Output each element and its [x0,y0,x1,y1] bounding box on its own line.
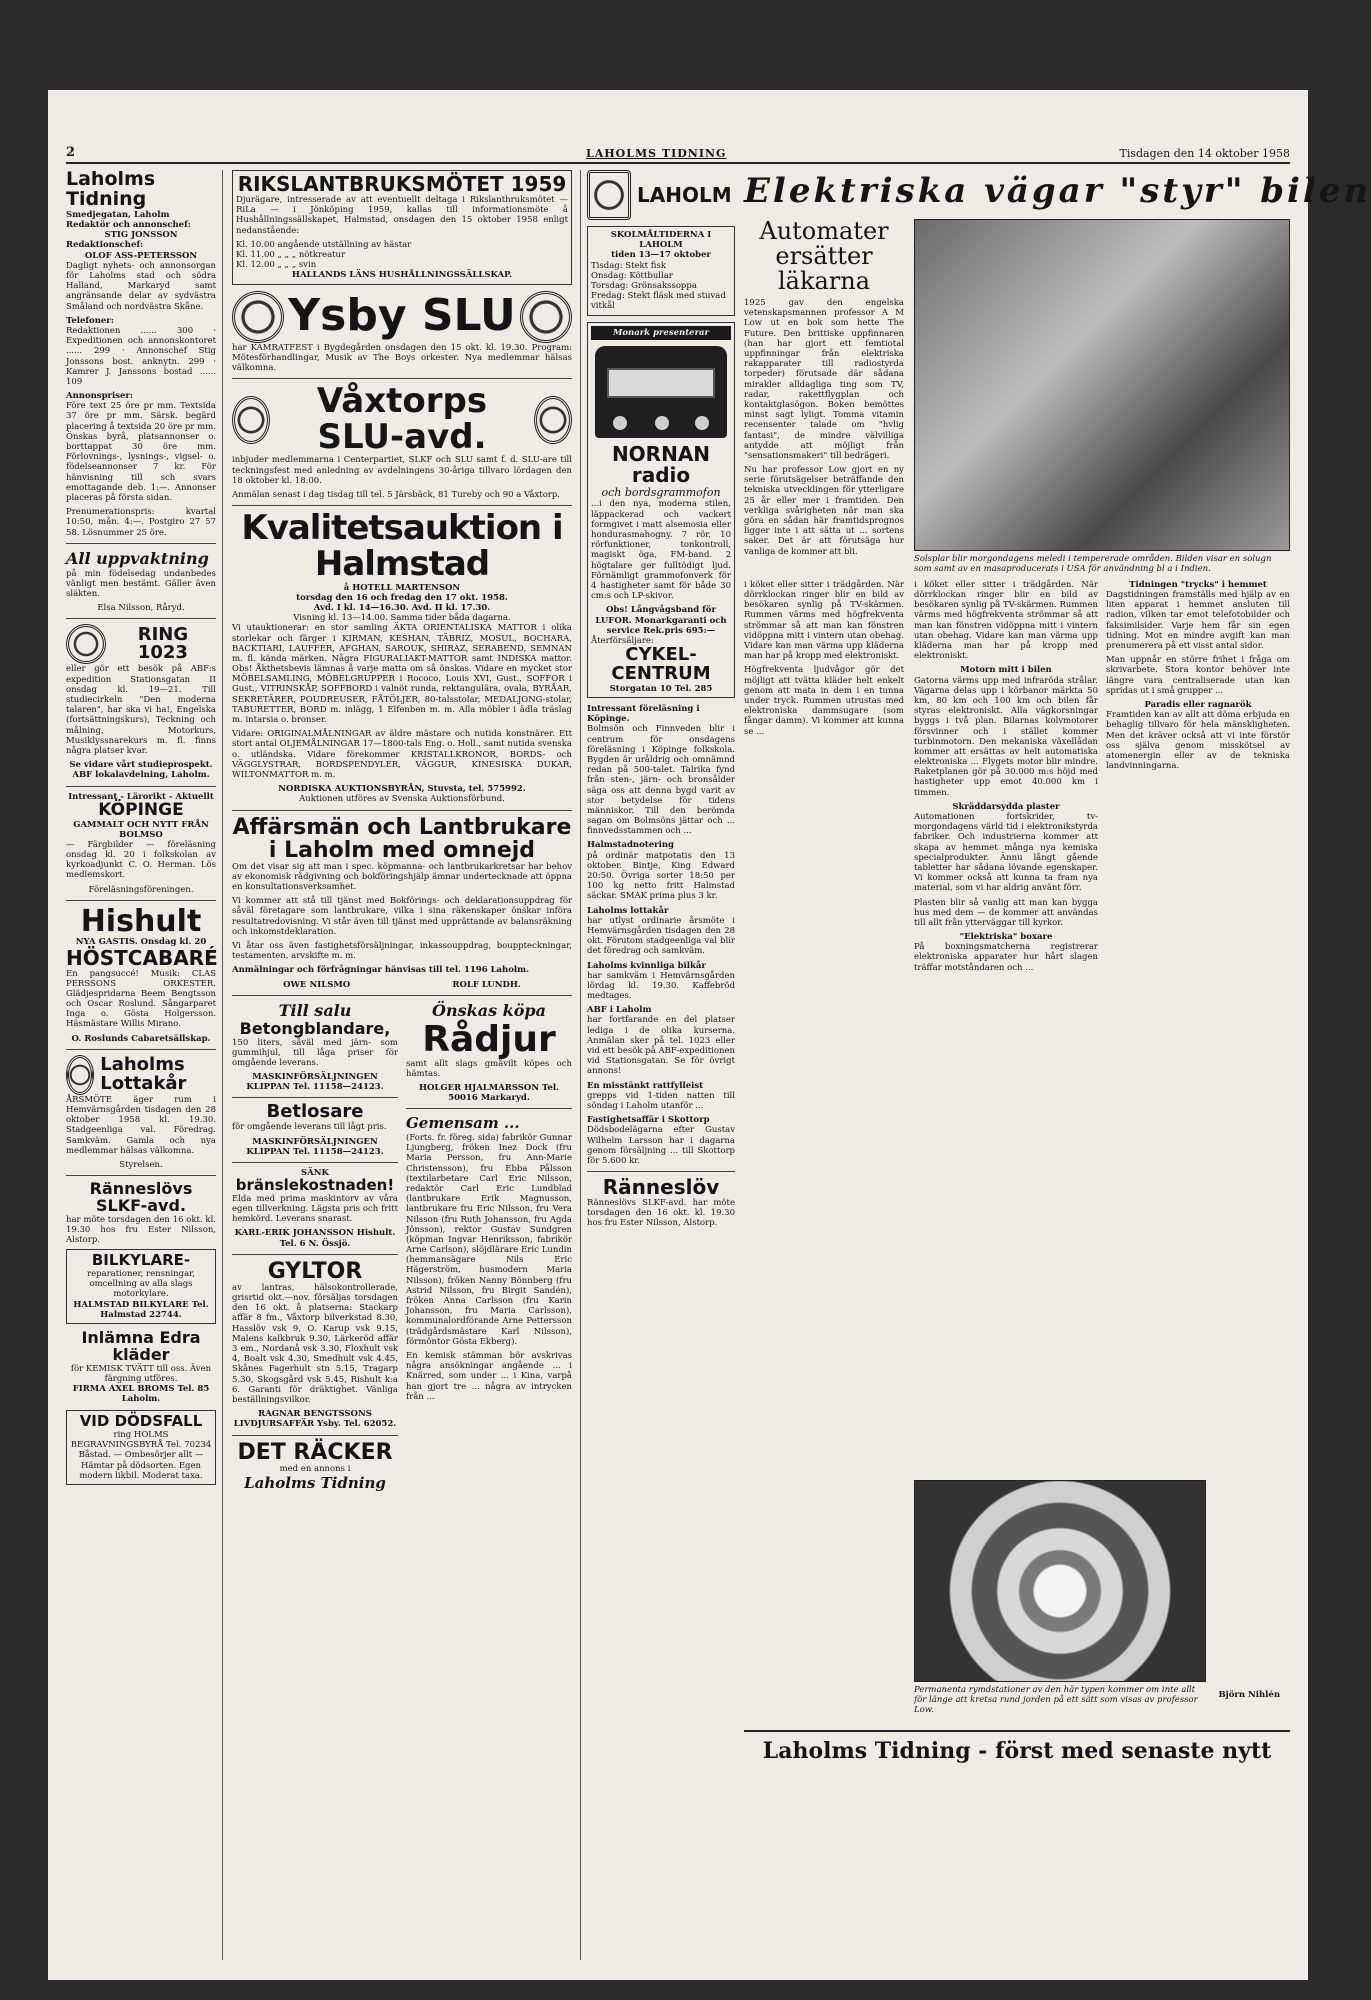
rann2-text: Rännеslövs SLKF-avd. har möte torsdagen den 16 okt. kl. 19.30 hos fru Ester Nilsson, Alstorp. [587,1198,735,1229]
riks-schedule-3: Kl. 12.00 „ „ „ svin [236,260,317,271]
halm-text: på ordinär matpotatis den 13 oktober. Bintje, King Edward 20:50. Övriga sorter 18:50 per 100 kg netto fritt Halmstad säckar. SMAK prima plus 3 kr. [587,850,735,902]
kval-times: Avd. I kl. 14—16.30. Avd. II kl. 17.30. [313,602,491,613]
nornan-sub: och bordsgrammofon [601,485,721,499]
kopinge-title: KÖPINGE [98,799,184,820]
salu-item: Betongblandare, [239,1018,391,1038]
lotta2-text: har utlyst ordinarie årsmöte i Hemvärnsgården tisdagen den 28 okt. Förutom stadgeenliga val blir det föredrag och samkväm. [587,915,735,957]
sank-text: Elda med prima maskintorv av våra egen tillverkning. Lägsta pris och fritt hemkörd. Leverans snarast. [232,1193,398,1225]
masthead: LAHOLMS TIDNING [586,147,727,160]
aff-text: Om det visar sig att man i spec. köpmanna- och lantbrukarkretsar har behov av ekonomisk rådgivning och bokföringshjälp ämnar undertecknade att öppna en konsultationsverksamhet. [232,861,572,893]
tidn-title: Tidningen "trycks" i hemmet [1129,579,1267,590]
betong-firm: MASKINFÖRSÄLJNINGEN KLIPPAN Tel. 11158—24123. [246,1136,384,1157]
kval-sign2: Auktionen utföres av Svenska Auktionsförbund. [299,794,505,805]
paper-title: Laholms Tidning [66,168,156,210]
hostkabare-text: En pangsuccé! Musik: CLAS PERSSONS ORKESTER. Glädjespridarna Beem Bengtsson och Oscar Roslund. Sångarparet Inga o. Gösta Holgersson. Häsmästare Willis Mirano. [66,968,216,1030]
kval-view: Visning kl. 13—14.00. Samma tider båda dagarna. [293,613,511,624]
bottom-slogan: Laholms Tidning - först med senaste nytt [744,1730,1290,1766]
menu-item-1: Tisdag: Stekt fisk [591,260,666,271]
kopinge-kicker: Intressant - Lärorikt - Aktuellt [68,791,214,802]
body1-cont: i köket eller sitter i trädgården. När dörrklockan ringer blir en bild av besökaren synlig på TV-skärmen. Rummen värms med högfrekventa strömmar så att man kan fönstren vidöppna mitt i vintern utan obehag. Vidare kan man värma upp kläderna man har på kropp med elektroniskt. [914,579,1098,662]
vaxtorp-left-icon [232,396,270,444]
kval-place: å HOTELL MARTENSON [343,582,461,593]
betong-title: Betlosare [266,1101,364,1123]
kopinge-sub: GAMMALT OCH NYTT FRÅN BOLMSO [73,819,209,840]
riks-schedule-1: Kl. 10.00 angående utställning av hästar [236,239,412,250]
menu-item-3: Torsdag: Grönsakssoppa [591,280,697,291]
kval-text: Vi utauktionerar: en stor samling ÄKTA ORIENTALISKA MATTOR i olika storlekar och färger i KIRMAN, KESHAN, TÄBRIZ, MOSUL, BOCHARA, BACKTIARI, LAUFFER, AFGHAN, SAROUK, SHIRAZ, SERABEND, SEMNAN m. fl. kända märken. Några FIGURALIAKT-MATTOR samt INDISKA mattor. Obs! Åkthetsbevis lämnas å varje matta om så önskas. Vidare en mycket stor MÖBELSAMLING, MÖBELGRUPPER i Rococo, Louis XVI, Gust., SOFFOR i Gust., VITRINSKÅP, SOFFBORD i valnöt runda, rektangulära, ovala, BYRÅAR, SEKRETÄRER, POUDREUSER, FÅTÖLJER, 80-talsstolar, MEDALJONG-stolar, TABURETTER, BORD m. inlägg, 1 Elfenben m. m. Alla möbler i ädla träslag m. intarsia o. bronser. [232,623,572,725]
fast-text: Dödsbodelägarna efter Gustav Wilhelm Larsson har i dagarna genom försäljning ... till Skottorp för 5.600 kr. [587,1125,735,1166]
detracker-title: DET RÄCKER [237,1439,393,1465]
ring-title: RING 1023 [137,623,189,664]
aff-title: Affärsmän och Lantbrukare i Laholm med omnejd [232,814,572,863]
body2: Högfrekventa ljudvågor gör det möjligt att tvätta kläder helt enkelt genom att mata in dem i en tunna under tryck. Rummen utrustas med elektroniska dammsugare (som fångar damm). Vi kommer att kunna se ... [744,665,904,737]
bil-firm: HALMSTAD BILKYLARE Tel. Halmstad 22744. [73,1299,209,1320]
coverage-text: Dagligt nyhets- och annonsorgan för Laholms stad och södra Halland, Markaryd samt angränsande delar av sydvästra Småland och nordvästra Skåne. [66,260,216,312]
thanks-text: på min födelsedag undanbedes vänligt men bestämt. Gäller även släkten. [66,568,216,600]
hishult-sub: NYA GASTIS. Onsdag kl. 20 [75,937,207,948]
gemen-text2: En kemisk stämman bör avskrivas några ansökningar angående ... i Knärred, som under ... i Kina, varpå han gjort tre ... några av intrycken från ... [406,1350,572,1402]
tidn-text: Dagstidningen framställs med hjälp av en liten apparat i hemmet ansluten till radion, vilken tar emot telefotobilder och faksimilsider. Varje hem får sin egen tidning. Mot en mindre avgift kan man prenumerera på ett visst antal sidor. [1106,590,1290,651]
auto-title: Automater ersätter läkarna [759,216,889,295]
ring-footer: Se vidare vårt studieprospekt. ABF lokalavdelning, Laholm. [69,760,213,781]
aff-text2: Vi kommer att stå till tjänst med Bokförings- och deklarationsuppdrag för såväl företagare som lantbrukare, vilka i sina räkenskaper önskar införa resultatredovisning. Vi står även till tjänst med upprättande av balansräkning och inkomstdeklaration. [232,896,572,937]
salu-title: Till salu [278,1000,352,1020]
vaxtorp-text: inbjuder medlemmarna i Centerpartiet, SLKF och SLU samt f. d. SLU-are till teckningsfest med anledning av avdelningens 30-åriga tillvaro lördagen den 18 oktober kl. 18.00. [232,455,572,486]
kvinn-title: Laholms kvinnliga bilkår [587,960,706,971]
skrad-text2: Plasten blir så vanlig att man kan bygga hus med dem — de kommer att användas till allt från ytterväggar till kyrkor. [914,897,1098,928]
motor-text: Gatorna värms upp med infraröda strålar. Vägarna delas upp i körbanor märkta 50 km, 80 km och 100 km och bilen får styras elektroniskt. Alla vägkorsningar byggs i två plan. Bilarnas kolvmotorer försvinner och i stället kommer turbinmotorn. Den mekaniska växellådan kommer att ersättas av helt automatiska elektroniska ... Flygets motor blir mindre. Raketplanen gör på 30.000 m:s höjd med hastigheter upp emot 40.000 km i timmen. [914,675,1098,798]
secretary-label: Redaktionschef: [66,240,144,251]
radjur-text: samt allt slags gmåvilt köpes och hämtas. [406,1058,572,1079]
menu-item-2: Onsdag: Köttbullar [591,270,673,281]
phones-text: Redaktionen ...... 300 · Expeditionen och annonskontoret ...... 299 · Annonschef Stig Jonssons bost. anknytn. 299 · Kamrer J. Janssons bostad ...... 109 [66,325,216,387]
page-number: 2 [66,145,76,160]
editor-name: STIG JONSSON [104,230,178,241]
riks-schedule-2: Kl. 11.00 „ „ „ nötkreatur [236,249,346,260]
klader-title: Inlämna Edra kläder [81,1328,201,1364]
column-2 [232,170,572,1960]
auto-text: 1925 gav den engelska vetenskapsmannen professor A M Low ut en bok som hette The Future. Den brittiske uppfinnaren (han har gjort ett femtiotal uppfinningar från elektriska rakapparater till radiostyrda torpeder) förutsade där sådana mirakler alldagliga ting som TV, radar, rakettflygplan och kontaktglasögon. Boken bemöttes minst sagt lyligt. Tomma vitamin recensenter talade om "hvlig fantasi", de mindre välvilliga antydde att möjligt från "sensationsmakeri" till bedrägeri. [744,298,904,461]
ad-prices-label: Annonspriser: [66,391,134,402]
sank-firm: KARL-ERIK JOHANSSON Hishult. Tel. 6 N. Össjö. [234,1228,396,1249]
salu-firm: MASKINFÖRSÄLJNINGEN KLIPPAN Tel. 11158—24123. [246,1072,384,1093]
column-4 [744,170,1371,1960]
ut-title: En misstänkt rattfylleist [587,1080,704,1091]
body1: i köket eller sitter i trädgården. När dörrklockan ringer blir en bild av besökaren synlig på TV-skärmen. Rummen värms med högfrekventa strömmar så att man kan fönstren vidöppna mitt i vintern utan obehag. Vidare kan man värma upp kläderna man har på kropp med elektroniskt. [744,579,904,662]
thanks-sign: Elsa Nilsson, Råryd. [97,603,185,614]
abf-logo-icon [66,624,106,664]
aff-text4: Anmälningar och förfrågningar hänvisas till tel. 1196 Laholm. [232,965,530,976]
riks-text: Djurägare, intresserade av att eventuellt deltaga i Rikslanthruksmötet — RiLa — i Jönköping 1959, kallas till informationsmöte å Hushållningssällskapet, Halmstad, onsdagen den 15 oktober 1958 enligt nedanstående: [236,195,568,236]
laholm-coat-of-arms-icon [587,170,631,220]
menu-dates: tiden 13—17 oktober [611,250,711,261]
boxare-title: "Elektriska" boxare [959,932,1053,943]
subscription-text: Prenumerationspris: kvartal 10:50, mån. 4:—. Postgiro 27 57 58. Lösnummer 25 öre. [66,507,216,538]
lotta2-title: Laholms lottakår [587,905,669,916]
menu-title: SKOLMÅLTIDERNA I LAHOLM [610,230,712,251]
hostkabare-sign: O. Roslunds Cabaretsällskap. [71,1033,211,1044]
dods-text: ring HOLMS BEGRAVNINGSBYRÅ Tel. 70234 Båstad. — Ombesörjer allt — Hämtar på dödsorten. Egen modern likbil. Moderat taxa. [70,1430,212,1481]
rann2-title: Rännеslöv [602,1175,720,1200]
cykel-addr: Storgatan 10 Tel. 285 [609,683,713,694]
nornan-dealer: Återförsäljare: [591,635,654,646]
feature-headline: Elektriska vägar "styr" bilen [744,171,1371,211]
bil-title: BILKYLARE- [91,1251,191,1270]
kval-dates: torsdag den 16 och fredag den 17 okt. 1958. [296,592,508,603]
page-header [66,140,1290,164]
lotto-sign: Styrelsen. [119,1159,163,1170]
betong-text: för omgående leverans till lågt pris. [232,1122,387,1133]
issue-date: Tisdagen den 14 oktober 1958 [1119,147,1290,160]
gyltor-text: av lantras, hälsokontrollerade, grisrtid okt.—nov. försäljas torsdagen den 16 okt. å platserna: Stackarp affär 8 fm., Våxtorp bilverkstad 8.30, Hasslöv vsk 9, O. Karup vsk 9.15, Malens kalkbruk 9.30, Lärkeröd affär 3 em., Nordanå vsk 3.30, Floxhult vsk 4, Boalt vsk 4.30, Smedhult vsk 4.45, Skånes Fagerhult stn 5.15, Tragarp 5.30, Skogsgård vsk 5.45, Rishult k:a 6. Garanti för dräktighet. Vänliga beställningsvilkor. [232,1282,398,1405]
auto-text2: Nu har professor Low gjort en ny serie förutsägelser beträffande den tekniska utvecklingen för ytterligare 25 år eller mer i framtiden. Den verkliga svårigheten när man ska göra en sådan här framtidsprognos ligger inte i att sätta ut ... sortens saker. Det är att förutsäga hur vanliga de kommer att bli. [744,465,904,557]
motor-title: Motorn mitt i bilen [960,665,1052,676]
parad-text: Framtiden kan av allt att döma erbjuda en behaglig tillvaro för hela mänskligheten. Men det kräver också att vi inte förstör oss själva genom misskötsel av atomenergin eller av de tekniska landvinningarna. [1106,710,1290,772]
gemen-text: (Forts. fr. föreg. sida) fabrikör Gunnar Ljungberg, fröken Inez Dock (fru Maria Persson, fru Ann-Marie Christensson), fru Ebba Pålsson (textilarbetare Carl Eric Nilsson, redaktör Carl Eric Lundblad (lantbrukare Erik Magnusson, lantbrukare fru Eric Nilsson, fru Vera Nilsson (fru Ruth Johansson, fru Agda Jönsson), rektor Gustav Sundgren (köpman Ingvar Henriksson, fabrikör Arne Carlson), slöjdlärare Eric Lundin (hemmansägare Nils Eric Hägerström, husmodern Maria Nilsson), fröken Nanny Bönnberg (fru Astrid Nilsson, fru Birgit Sandén), fröken Anna Carlsson (fru Karin Johansson, fru Maria Carlsson), kommunalordförande Arne Pettersson (trädgårdsmästare Karl Nilsson), förmöntor Gösta Ekberg). [406,1133,572,1347]
paper-address: Smedjegatan, Laholm [66,209,170,220]
rannes-title: Rännеslövs SLKF-avd. [89,1179,193,1215]
editor-label: Redaktör och annonschef: [66,220,191,231]
solar-cooker-photo [914,219,1290,551]
ysby-title: Ysby SLU [288,290,516,342]
salu-text: 150 liters, såväl med järn- som gummihjul, till låga priser för omgående leverans. [232,1037,398,1068]
sank-label: SÄNK [301,1167,329,1178]
gyltor-firm: RAGNAR BENGTSSONS LIVDJURSAFFÄR Ysby. Tel. 62052. [233,1409,397,1430]
detracker-sub: med en annons i [279,1463,351,1474]
kval-title: Kvalitetsauktion i Halmstad [241,508,563,584]
hostkabare-title: HÖSTCABARÉ [66,945,218,970]
slu-right-icon [520,291,572,343]
bil-text: reparationer, rensningar, omcellning av alla slags motorkylare. [87,1269,195,1300]
slu-left-icon [232,291,284,343]
byline: Björn Nihlén [1218,1690,1280,1700]
halm-title: Halmstadnotering [587,840,674,851]
detracker-paper: Laholms Tidning [244,1473,386,1492]
lotto-title: Laholms Lottakår [100,1053,187,1094]
riks-sign: HALLANDS LÄNS HUSHÅLLNINGSSÄLLSKAP. [291,270,513,281]
cykel-title: CYKEL-CENTRUM [611,644,711,684]
phones-label: Telefoner: [66,315,114,326]
f1-title: Intressant föreläsning i Köpinge. [587,704,700,725]
radjur-title: Rådjur [422,1018,556,1060]
menu-item-4: Fredag: Stekt fläsk med stuvad vitkål [591,291,726,312]
kval-sign: NORDISKA AUKTIONSBYRÅN, Stuvsta, tel. 575992. [278,784,526,795]
klader-firm: FIRMA AXEL BROMS Tel. 85 Laholm. [72,1383,210,1405]
nornan-title: NORNAN radio [611,441,711,487]
boxare-text: På boxningsmatcherna registrerar elektroniska apparater hur hårt slagen träffar motståndaren och ... [914,942,1098,973]
aff-text3: Vi åtar oss även fastighetsförsäljningar, inkassouppdrag, bouppteckningar, testamenten, arvskifte m. m. [232,941,572,962]
kval-text2: Vidare: ORIGINALMÅLNINGAR av äldre mästare och nutida konstnärer. Ett stort antal OLJEMÅLNINGAR 17—1800-tals Eng. o. Holl., samt nutida svenska o. utländska. Vidare förekommer KRISTALLKRONOR, BORDS- och VÄGGLYSTRAR, BORDSPENDYLER, VÄGGUR, KINESISKA DUKAR, WILTONMATTOR m. m. [232,729,572,780]
hishult-title: Hishult [80,903,202,939]
vaxtorp-text2: Anmälan senast i dag tisdag till tel. 5 Järsbäck, 81 Tureby och 90 a Våxtorp. [232,490,561,500]
space-station-photo [914,1480,1206,1682]
ysby-text: har KAMRATFEST i Bygdegården onsdagen den 15 okt. kl. 19.30. Program: Mötesförhandlingar, Musik av The Boys orkester. Nya medlemmar hälsas välkomna. [232,342,572,373]
lotta-emblem-icon [66,1055,94,1095]
kopinge-sign: Föreläsningsföreningen. [88,884,194,895]
photo1-caption: Solsplar blir morgondagens meledi i tempererade områden. Bilden visar en solugn som samt av en masaproducerats i USA för användning bl a i Indien. [914,553,1272,574]
rannes-text: har möte torsdagen den 16 okt. kl. 19.30 hos fru Ester Nilsson, Alstorp. [66,1214,216,1246]
riks-title: RIKSLANTBRUKSMÖTET 1959 [237,172,567,196]
abf-title: ABF i Laholm [587,1005,652,1016]
monark-banner: Monark presenterar [591,326,731,340]
onskas-title: Önskas köpa [432,1000,546,1020]
newspaper-page [48,90,1371,1980]
nornan-price: Obs! Långvågsband för LUFOR. Monarkgaranti och service Rek.pris 695:— [595,605,727,636]
parad-title: Paradis eller ragnarök [1144,699,1252,710]
town-name: LAHOLM [637,182,732,207]
sank-title: bränslekostnaden! [235,1176,395,1195]
column-3 [580,170,735,1960]
photo2-caption: Permanenta rymdstationer av den här typen kommer om inte allt för länge att kretsa rund jorden på ett sätt som visas av professor Low. [914,1685,1198,1716]
radjur-firm: HOLGER HJALMARSSON Tel. 50016 Markaryd. [418,1082,560,1104]
kvinn-text: har samkväm i Hemvärnsgården lördag kl. 19.30. Kaffebröd medtages. [587,970,735,1002]
abf-text: har fortfarande en del platser lediga i de olika kurserna. Anmälan sker på tel. 1023 eller vid ett besök på ABF-expeditionen vid Stationsgatan. Se för övrigt annons! [587,1015,735,1077]
kopinge-text: — Färgbilder — föreläsning onsdag kl. 20 i folkskolan av kyrkoadjunkt C. O. Herman. Lös medlemskort. [66,839,216,881]
nornan-text: ...i den nya, moderna stilen, läppackerad och vackert formgivet i matt alsemosia eller hondurasmahogny. 7 rör, 10 rörfunktioner, tonkontroll, magiskt öga, FM-band. 2 högtalare ger fulltödigt ljud. Förnämligt grammofonverk för 4 hastigheter samt för både 30 cm:s och LP-skivor. [591,499,731,602]
ring-text: eller gör ett besök på ABF:s expedition Stationsgatan II onsdag kl. 19—21. Till studiecirkeln "Den moderna talaren", har ska vi ha!, Engelska (fortsättningskurs), Teckning och målning, Motorkurs, Musiklyssnarekurs m. fl. finns några platser kvar. [66,664,216,756]
gemen-title: Gemensam ... [406,1114,520,1133]
skrad-title: Skräddarsydda plaster [952,801,1060,812]
fast-title: Fastighetsaffär i Skottorp [587,1115,710,1126]
aff-name-1: OWE NILSMO [283,979,351,990]
radio-image [595,346,727,438]
secretary-name: OLOF ASS-PETERSSON [84,250,198,261]
vaxtorp-title: Våxtorps SLU-avd. [316,381,488,457]
dods-title: VID DÖDSFALL [79,1412,203,1431]
ut-text: grepps vid 1-tiden natten till söndag i Laholm utanför ... [587,1090,735,1111]
column-1 [66,170,223,1960]
vaxtorp-right-icon [534,396,572,444]
gyltor-title: GYLTOR [267,1258,363,1284]
skrad-text: Automationen fortskrider, tv-morgondagens värld tid i elektronikstyrda fabriker. Och industrierna kommer att skapa av hemmet många nya kemiska specialprodukter. Ännu långt gående tabletter har sådana lövande egenskaper. Vi kommer också att kunna ta fram nya material, som vi har aldrig använt förr. [914,812,1098,894]
f1-text: Bolmsön och Finnveden blir i centrum för onsdagens föreläsning i Köpinge folkskola. Bygden är uråldrig och omnämnd redan på 500-talet. Talrika fynd från sten-, järn- och bronsålder säga oss att denna bygd varit av stor betydelse för tidens människor. Till den berömda sagan om Bolmsöns jättar och ... finnvedsstammen och ... [587,724,735,837]
lotto-text: ÅRSMÖTE äger rum i Hemvärnsgården tisdagen den 28 oktober 1958 kl. 19.30. Stadgeenliga val. Föredrag. Samkväm. Gamla och nya medlemmar hälsas välkomna. [66,1094,216,1156]
aff-name-2: ROLF LUNDH. [452,979,521,990]
thanks-title: All uppvaktning [66,548,209,568]
tidn-text2: Man uppnår en större frihet i fråga om skrivarbete. Stora kontor behöver inte längre vara centraliserade utan kan spridas ut i små grupper ... [1106,655,1290,696]
ad-prices-text: Före text 25 öre pr mm. Textsida 37 öre pr mm. Särsk. begärd placering å textsida 20 öre pr mm. Önskas byrå, platsannonser o. borttappat 30 öre mm. Förlovnings-, lysnings-, vigsel- o. födelseannonser 7 kr. För hänvisning till sch svars emottagande deb. 1:—. Annonser placeras på första sidan. [66,401,216,503]
klader-text: för KEMISK TVÄTT till oss. Även färgning utföres. [70,1363,212,1384]
